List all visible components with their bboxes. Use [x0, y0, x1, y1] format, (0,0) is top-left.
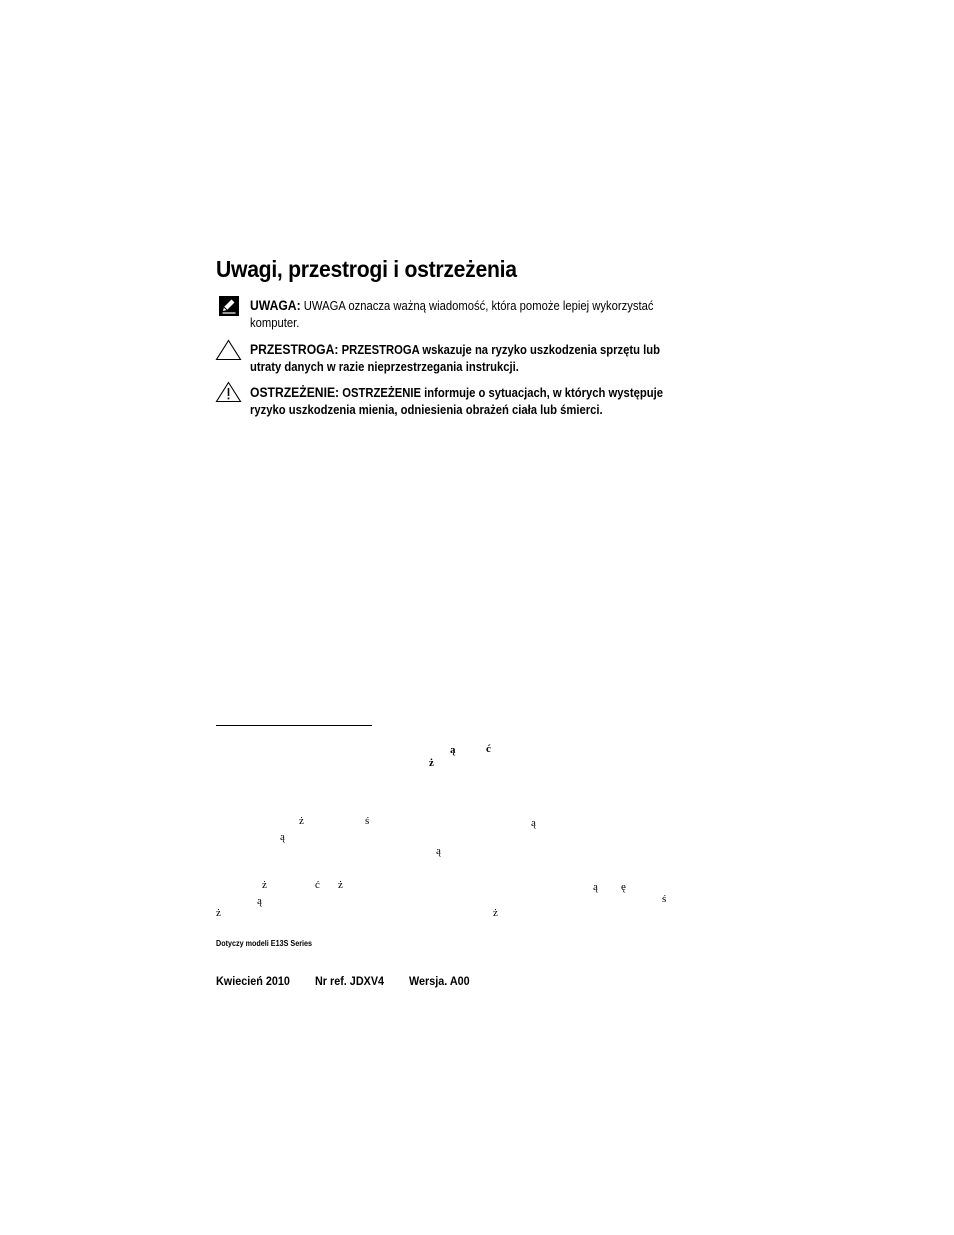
footer-ref: Nr ref. JDXV4	[315, 974, 385, 988]
caution-triangle-icon	[215, 339, 242, 366]
page-title: Uwagi, przestrogi i ostrzeżenia	[216, 256, 517, 282]
note-label: PRZESTROGA:	[250, 342, 339, 357]
fine-print-glyph: ą	[450, 744, 456, 756]
note-przestroga	[250, 341, 673, 376]
fine-print-glyph: ś	[662, 893, 667, 905]
note-pencil-icon	[219, 296, 239, 321]
fine-print-glyph: ż	[216, 907, 221, 919]
fine-print-glyph: ż	[493, 907, 498, 919]
models-line: Dotyczy modeli E13S Series	[216, 939, 313, 948]
note-body: PRZESTROGA wskazuje na ryzyko uszkodzenia sprzętu lub utraty danych w razie nieprzestrzegania instrukcji.	[250, 343, 660, 374]
note-body: UWAGA oznacza ważną wiadomość, która pomoże lepiej wykorzystać komputer.	[250, 299, 654, 330]
fine-print-glyph: ć	[486, 743, 491, 755]
fine-print-glyph: ę	[621, 881, 626, 893]
fine-print-glyph: ć	[315, 879, 320, 891]
footer-date: Kwiecień 2010	[216, 974, 290, 988]
fine-print-glyph: ż	[429, 757, 434, 769]
fine-print-glyph: ż	[338, 879, 343, 891]
note-ostrzezenie	[250, 384, 673, 419]
note-uwaga	[250, 297, 673, 332]
warning-exclamation-triangle-icon	[215, 381, 242, 408]
fine-print-glyph: ą	[280, 831, 285, 843]
fine-print-glyph: ą	[593, 881, 598, 893]
fine-print-glyph: ś	[365, 815, 370, 827]
fine-print-glyph: ż	[262, 879, 267, 891]
note-label: UWAGA:	[250, 298, 301, 313]
fine-print-glyph: ą	[436, 845, 441, 857]
fine-print-glyph: ą	[257, 895, 262, 907]
note-body: OSTRZEŻENIE informuje o sytuacjach, w których występuje ryzyko uszkodzenia mienia, odniesienia obrażeń ciała lub śmierci.	[250, 386, 663, 417]
note-label: OSTRZEŻENIE:	[250, 385, 340, 400]
fine-print-glyph: ż	[299, 815, 304, 827]
fine-print-glyph: ą	[531, 817, 536, 829]
footer-version: Wersja. A00	[409, 974, 470, 988]
divider	[216, 725, 372, 726]
